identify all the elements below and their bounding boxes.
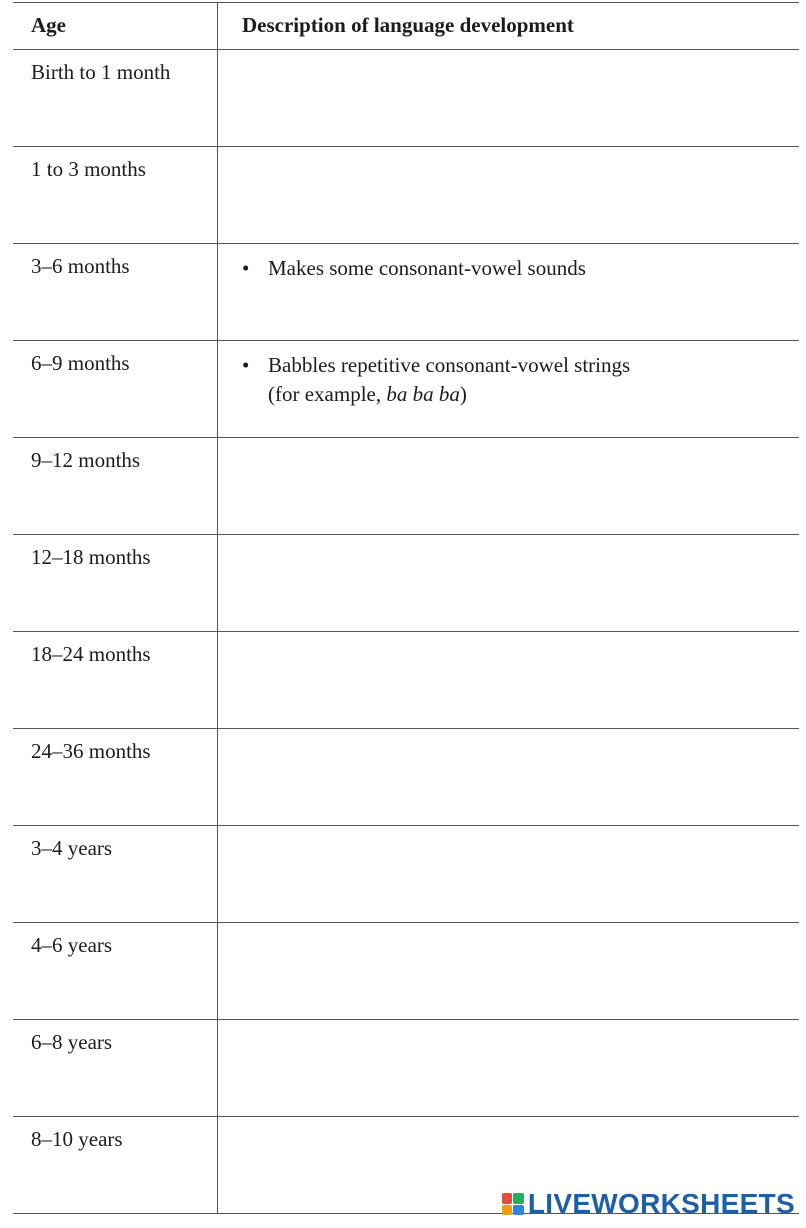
table-header [13,3,799,50]
description-cell[interactable] [218,147,799,243]
header-description: Description of language development [242,13,574,37]
age-cell: 18–24 months [13,632,218,728]
age-cell: 6–8 years [13,1020,218,1116]
table-row [13,244,799,341]
bullet-item [242,351,799,409]
description-cell[interactable] [218,632,799,728]
age-cell: 8–10 years [13,1117,218,1213]
bullet-icon: • [242,353,250,377]
description-cell[interactable] [218,50,799,146]
bullet-line-end: ) [459,382,467,406]
age-cell: 24–36 months [13,729,218,825]
liveworksheets-logo-icon [502,1193,524,1215]
bullet-item [242,254,799,283]
description-cell[interactable] [218,244,799,340]
age-cell: Birth to 1 month [13,50,218,146]
age-cell: 6–9 months [13,341,218,437]
table-row [13,826,799,923]
bullet-text [268,351,799,409]
table-row [13,923,799,1020]
age-cell: 12–18 months [13,535,218,631]
age-cell: 4–6 years [13,923,218,1019]
logo-square-3 [502,1205,513,1216]
table-body [13,50,799,1214]
table-row [13,147,799,244]
header-age: Age [13,3,218,49]
logo-square-1 [502,1193,513,1204]
table-row [13,341,799,438]
bullet-line-2: (for example, [268,382,387,406]
age-cell: 9–12 months [13,438,218,534]
age-cell: 3–6 months [13,244,218,340]
description-cell[interactable] [218,826,799,922]
age-cell: 1 to 3 months [13,147,218,243]
description-cell[interactable] [218,923,799,1019]
table-row [13,1020,799,1117]
description-cell[interactable] [218,438,799,534]
logo-text: LIVEWORKSHEETS [527,1188,795,1219]
bullet-text [268,254,799,283]
bullet-line-1: Babbles repetitive consonant-vowel strings [268,353,631,377]
description-cell[interactable] [218,729,799,825]
logo-square-4 [513,1205,524,1216]
bullet-line-1: Makes some consonant-vowel sounds [268,256,586,280]
table-row [13,729,799,826]
description-cell[interactable] [218,535,799,631]
description-cell[interactable] [218,1020,799,1116]
age-cell: 3–4 years [13,826,218,922]
logo-square-2 [513,1193,524,1204]
table-row [13,438,799,535]
language-development-table [13,2,799,1214]
liveworksheets-logo [502,1188,795,1220]
bullet-icon: • [242,256,250,280]
bullet-italic: ba ba ba [386,382,460,406]
table-row [13,50,799,147]
description-cell[interactable] [218,341,799,437]
table-row [13,632,799,729]
table-row [13,535,799,632]
